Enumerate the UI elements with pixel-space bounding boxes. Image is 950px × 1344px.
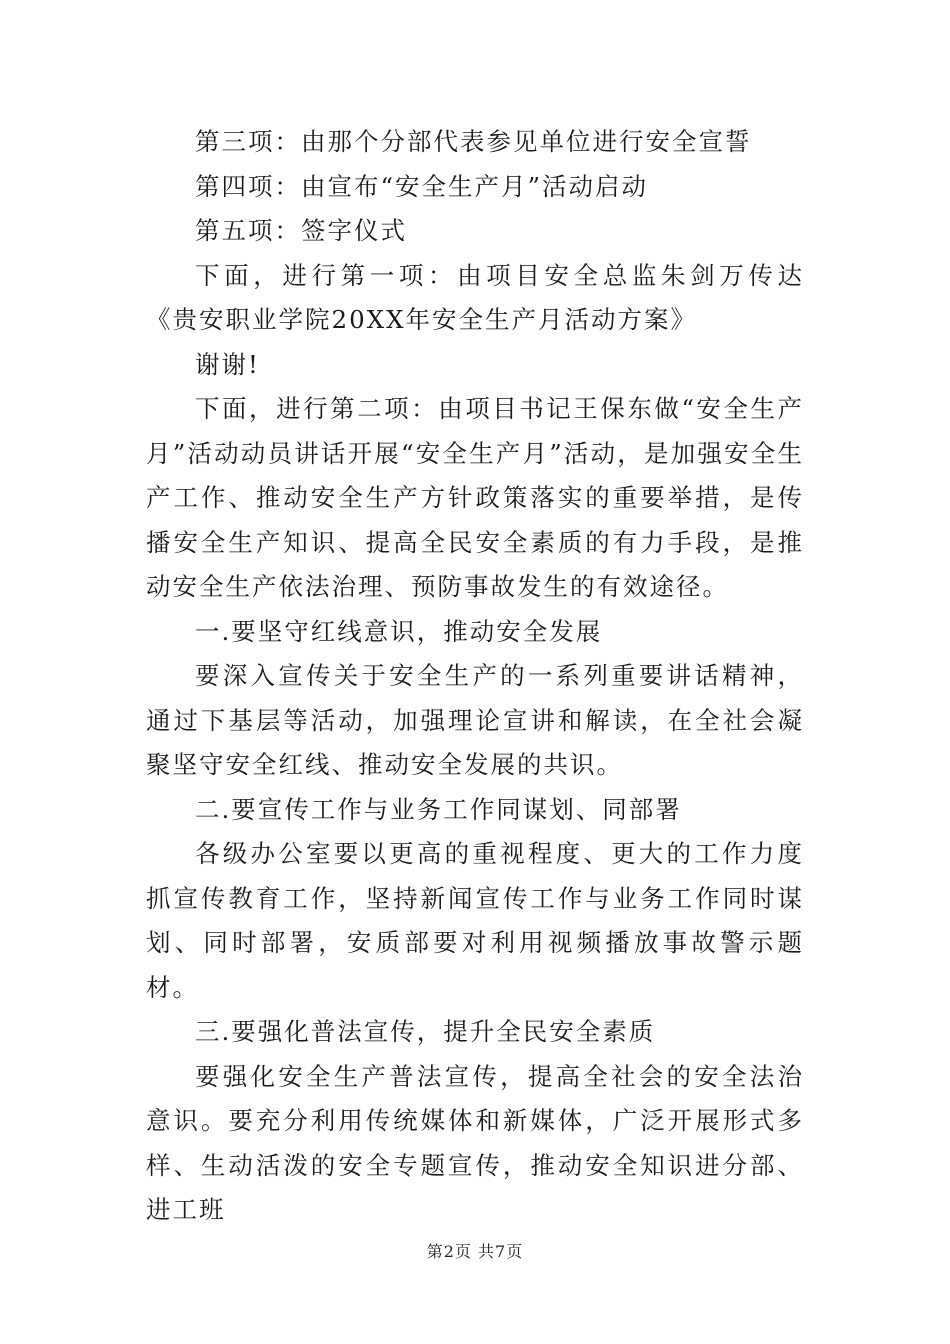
paragraph-item-5: 第五项：签字仪式 <box>195 216 407 245</box>
page-number-footer: 第2页 共7页 <box>426 1242 524 1261</box>
section-body-1: 要深入宣传关于安全生产的一系列重要讲话精神，通过下基层等活动，加强理论宣讲和解读，在全社会凝聚坚守安全红线、推动安全发展的共识。 <box>146 661 804 779</box>
section-heading-3: 三.要强化普法宣传，提升全民安全素质 <box>195 1017 656 1046</box>
section-body-3: 要强化安全生产普法宣传，提高全社会的安全法治意识。要充分利用传统媒体和新媒体，广泛开展形式多样、生动活泼的安全专题宣传，推动安全知识进分部、进工班 <box>146 1061 804 1224</box>
paragraph-item-3: 第三项：由那个分部代表参见单位进行安全宣誓 <box>195 127 752 156</box>
paragraph-thanks: 谢谢! <box>195 349 260 379</box>
section-body-2: 各级办公室要以更高的重视程度、更大的工作力度抓宣传教育工作，坚持新闻宣传工作与业务工作同时谋划、同时部署，安质部要对利用视频播放事故警示题材。 <box>146 839 804 1002</box>
paragraph-first-item-intro: 下面，进行第一项：由项目安全总监朱剑万传达《贵安职业学院20XX年安全生产月活动方案》 <box>146 260 804 334</box>
paragraph-second-item-speech: 下面，进行第二项：由项目书记王保东做“安全生产月”活动动员讲话开展“安全生产月”活动，是加强安全生产工作、推动安全生产方针政策落实的重要举措，是传播安全生产知识、提高全民安全素质的有力手段，是推动安全生产依法治理、预防事故发生的有效途径。 <box>146 394 804 601</box>
section-heading-1: 一.要坚守红线意识，推动安全发展 <box>195 616 603 646</box>
section-heading-2: 二.要宣传工作与业务工作同谋划、同部署 <box>195 794 682 824</box>
paragraph-item-4: 第四项：由宣布“安全生产月”活动启动 <box>195 171 649 201</box>
document-body <box>146 120 804 1233</box>
